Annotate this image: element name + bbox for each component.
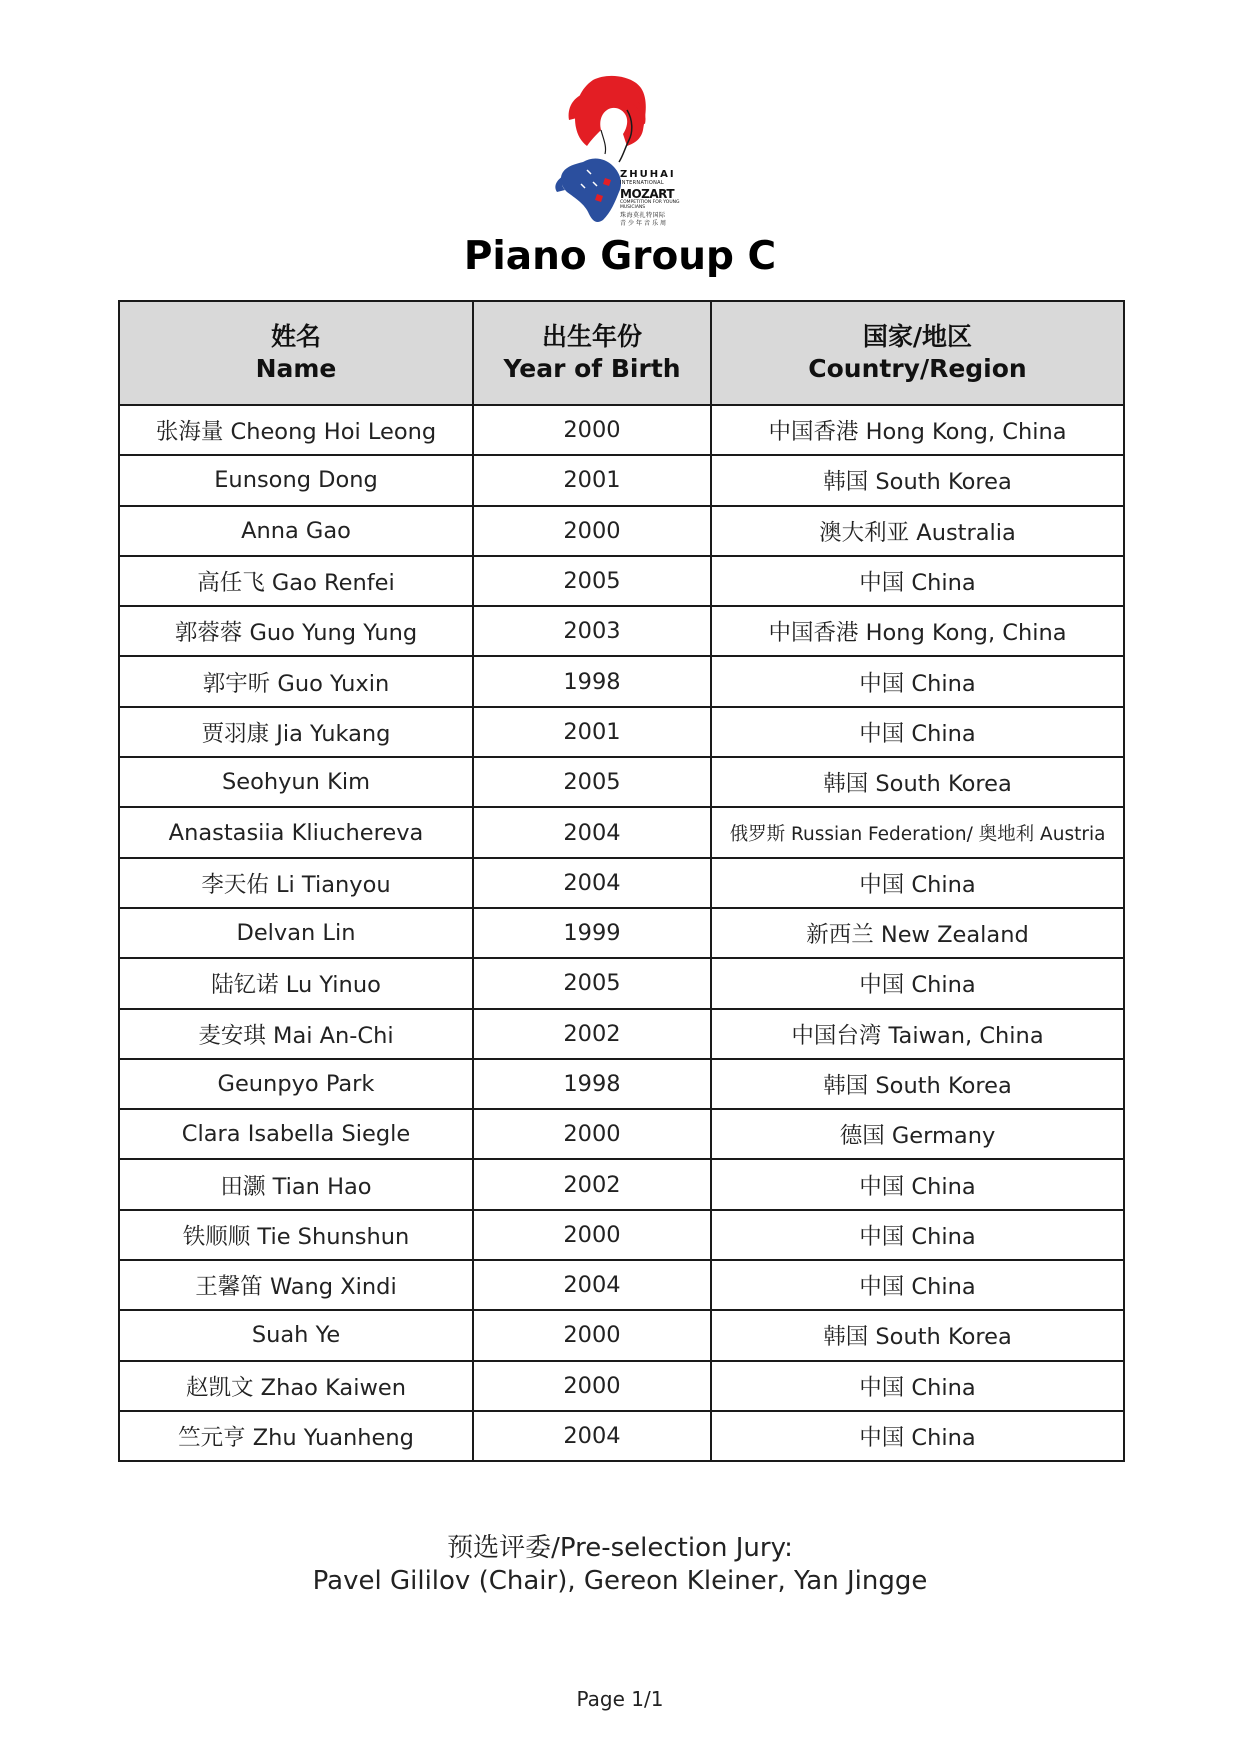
table-row bbox=[119, 1361, 1124, 1411]
header-country-region: 国家/地区 Country/Region bbox=[711, 301, 1124, 405]
cell-year: 2001 bbox=[473, 455, 711, 505]
cell-name: Suah Ye bbox=[119, 1310, 473, 1360]
table-row bbox=[119, 1009, 1124, 1059]
cell-country: 中国 China bbox=[711, 707, 1124, 757]
table-header-row bbox=[119, 301, 1124, 405]
page-number: Page 1/1 bbox=[576, 1687, 664, 1711]
table-row bbox=[119, 958, 1124, 1008]
cell-year: 2004 bbox=[473, 858, 711, 908]
header-name: 姓名 Name bbox=[119, 301, 473, 405]
cell-country: 韩国 South Korea bbox=[711, 1310, 1124, 1360]
cell-name: 张海量 Cheong Hoi Leong bbox=[119, 405, 473, 455]
page-title: Piano Group C bbox=[463, 234, 777, 279]
table-row bbox=[119, 1310, 1124, 1360]
table-row bbox=[119, 757, 1124, 807]
cell-year: 2000 bbox=[473, 1109, 711, 1159]
cell-name: Clara Isabella Siegle bbox=[119, 1109, 473, 1159]
cell-year: 2005 bbox=[473, 958, 711, 1008]
logo-line-international: INTERNATIONAL bbox=[620, 180, 664, 186]
cell-year: 2001 bbox=[473, 707, 711, 757]
cell-name: 李天佑 Li Tianyou bbox=[119, 858, 473, 908]
cell-year: 2000 bbox=[473, 1310, 711, 1360]
cell-year: 2005 bbox=[473, 757, 711, 807]
cell-name: Geunpyo Park bbox=[119, 1059, 473, 1109]
cell-name: Seohyun Kim bbox=[119, 757, 473, 807]
cell-country: 中国 China bbox=[711, 858, 1124, 908]
cell-year: 2000 bbox=[473, 1210, 711, 1260]
cell-name: 王馨笛 Wang Xindi bbox=[119, 1260, 473, 1310]
jury-section bbox=[0, 1532, 1240, 1598]
participants-table bbox=[118, 300, 1125, 1462]
logo-line-chinese-1: 珠海莫扎特国际 bbox=[620, 212, 666, 219]
cell-country: 中国 China bbox=[711, 1411, 1124, 1461]
logo-line-chinese-2: 青少年音乐周 bbox=[620, 220, 669, 227]
cell-country: 中国 China bbox=[711, 556, 1124, 606]
table-row bbox=[119, 606, 1124, 656]
table-row bbox=[119, 556, 1124, 606]
table-row bbox=[119, 908, 1124, 958]
cell-country: 中国 China bbox=[711, 1361, 1124, 1411]
table-row bbox=[119, 1210, 1124, 1260]
cell-name: 高任飞 Gao Renfei bbox=[119, 556, 473, 606]
cell-year: 2000 bbox=[473, 506, 711, 556]
jury-members: Pavel Gililov (Chair), Gereon Kleiner, Yan Jingge bbox=[312, 1565, 928, 1596]
table-row bbox=[119, 1109, 1124, 1159]
cell-year: 2002 bbox=[473, 1009, 711, 1059]
table-row bbox=[119, 1260, 1124, 1310]
cell-country: 德国 Germany bbox=[711, 1109, 1124, 1159]
cell-name: 田灏 Tian Hao bbox=[119, 1159, 473, 1209]
cell-year: 1998 bbox=[473, 656, 711, 706]
cell-year: 2004 bbox=[473, 1260, 711, 1310]
cell-country: 中国 China bbox=[711, 958, 1124, 1008]
cell-year: 1999 bbox=[473, 908, 711, 958]
table-row bbox=[119, 1059, 1124, 1109]
cell-year: 2000 bbox=[473, 1361, 711, 1411]
cell-country: 中国 China bbox=[711, 1260, 1124, 1310]
cell-name: 郭宇昕 Guo Yuxin bbox=[119, 656, 473, 706]
cell-country: 中国 China bbox=[711, 656, 1124, 706]
logo-text bbox=[620, 170, 690, 227]
cell-year: 2005 bbox=[473, 556, 711, 606]
cell-country: 中国 China bbox=[711, 1210, 1124, 1260]
cell-country: 澳大利亚 Australia bbox=[711, 506, 1124, 556]
cell-name: 竺元亨 Zhu Yuanheng bbox=[119, 1411, 473, 1461]
cell-country: 中国 China bbox=[711, 1159, 1124, 1209]
table-row bbox=[119, 1159, 1124, 1209]
logo-line-mozart: MOZART bbox=[620, 187, 675, 201]
table-row bbox=[119, 405, 1124, 455]
table-row bbox=[119, 858, 1124, 908]
cell-country: 韩国 South Korea bbox=[711, 757, 1124, 807]
cell-country: 韩国 South Korea bbox=[711, 455, 1124, 505]
cell-country: 俄罗斯 Russian Federation/ 奥地利 Austria bbox=[711, 807, 1124, 857]
table-row bbox=[119, 656, 1124, 706]
cell-year: 2000 bbox=[473, 405, 711, 455]
cell-name: 陆钇诺 Lu Yinuo bbox=[119, 958, 473, 1008]
table-row bbox=[119, 707, 1124, 757]
cell-year: 2004 bbox=[473, 1411, 711, 1461]
cell-country: 中国香港 Hong Kong, China bbox=[711, 606, 1124, 656]
cell-country: 韩国 South Korea bbox=[711, 1059, 1124, 1109]
cell-name: 贾羽康 Jia Yukang bbox=[119, 707, 473, 757]
table-row bbox=[119, 1411, 1124, 1461]
cell-name: Eunsong Dong bbox=[119, 455, 473, 505]
cell-year: 2004 bbox=[473, 807, 711, 857]
cell-country: 中国台湾 Taiwan, China bbox=[711, 1009, 1124, 1059]
cell-name: 麦安琪 Mai An-Chi bbox=[119, 1009, 473, 1059]
cell-name: 赵凯文 Zhao Kaiwen bbox=[119, 1361, 473, 1411]
cell-name: Anastasiia Kliuchereva bbox=[119, 807, 473, 857]
cell-name: 铁顺顺 Tie Shunshun bbox=[119, 1210, 473, 1260]
cell-country: 中国香港 Hong Kong, China bbox=[711, 405, 1124, 455]
logo-line-zhuhai: ZHUHAI bbox=[620, 169, 676, 180]
table-row bbox=[119, 455, 1124, 505]
table-row bbox=[119, 506, 1124, 556]
cell-country: 新西兰 New Zealand bbox=[711, 908, 1124, 958]
cell-name: Delvan Lin bbox=[119, 908, 473, 958]
cell-year: 2003 bbox=[473, 606, 711, 656]
cell-name: 郭蓉蓉 Guo Yung Yung bbox=[119, 606, 473, 656]
cell-year: 1998 bbox=[473, 1059, 711, 1109]
cell-name: Anna Gao bbox=[119, 506, 473, 556]
header-year-of-birth: 出生年份 Year of Birth bbox=[473, 301, 711, 405]
jury-label: 预选评委/Pre-selection Jury: bbox=[447, 1533, 793, 1563]
logo-line-competition: COMPETITION FOR YOUNG MUSICIANS bbox=[620, 200, 680, 210]
table-row bbox=[119, 807, 1124, 857]
cell-year: 2002 bbox=[473, 1159, 711, 1209]
